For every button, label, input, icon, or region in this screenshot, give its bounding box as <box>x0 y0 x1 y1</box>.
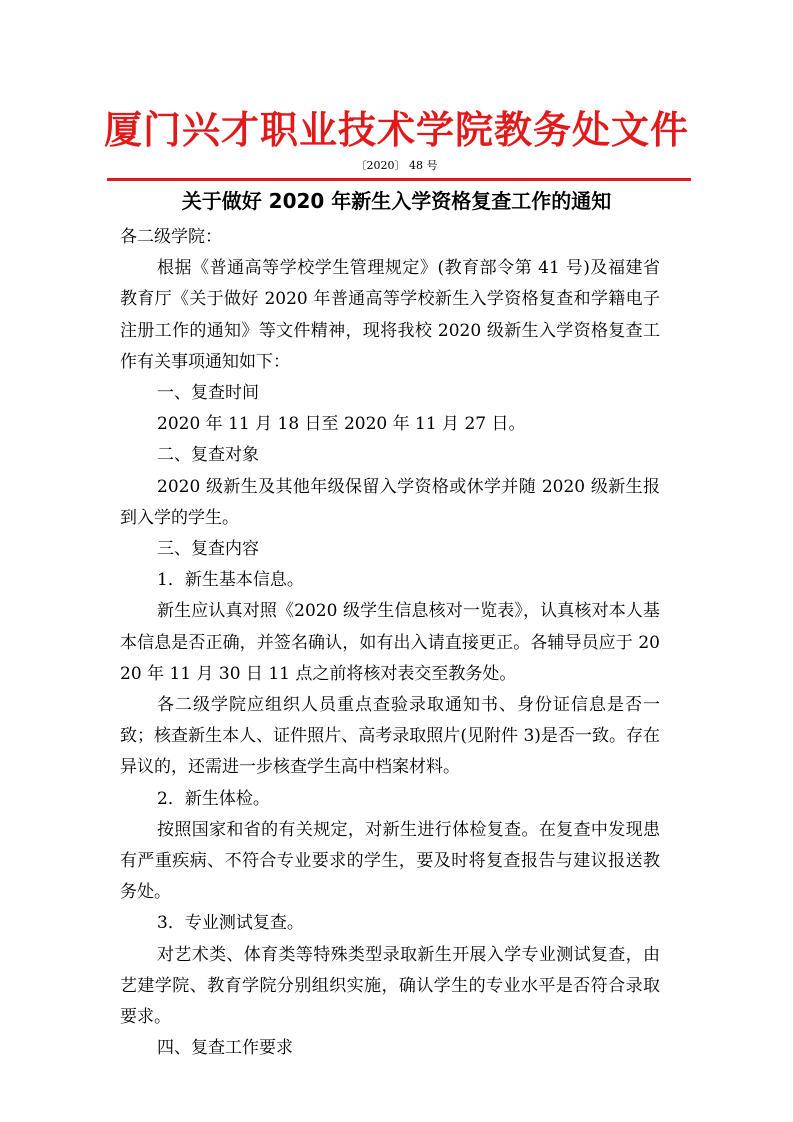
body-paragraph: 对艺术类、体育类等特殊类型录取新生开展入学专业测试复查，由艺建学院、教育学院分别组织实施，确认学生的专业水平是否符合录取要求。 <box>120 944 660 1028</box>
notice-title: 关于做好 2020 年新生入学资格复查工作的通知 <box>181 189 612 213</box>
salutation: 各二级学院： <box>120 227 222 247</box>
section-heading-target: 二、复查对象 <box>157 445 259 466</box>
body-paragraph: 各二级学院应组织人员重点查验录取通知书、身份证信息是否一致；核查新生本人、证件照片、高考录取照片(见附件 3)是否一致。存在异议的，还需进一步核查学生高中档案材料。 <box>120 695 660 778</box>
body-paragraph: 新生应认真对照《2020 级学生信息核对一览表》，认真核对本人基本信息是否正确，并签名确认，如有出入请直接更正。各辅导员应于 2020 年 11 月 30 日 11 点之前将核对表交至教务处。 <box>120 601 660 684</box>
body-paragraph: 根据《普通高等学校学生管理规定》(教育部令第 41 号)及福建省教育厅《关于做好 2020 年普通高等学校新生入学资格复查和学籍电子注册工作的通知》等文件精神，现将我校 2020 级新生入学资格复查工作有关事项通知如下： <box>120 258 660 372</box>
section-heading-time: 一、复查时间 <box>157 383 259 404</box>
subsection-heading: 2．新生体检。 <box>157 788 270 809</box>
body-paragraph: 2020 级新生及其他年级保留入学资格或休学并随 2020 级新生报到入学的学生。 <box>120 476 660 528</box>
subsection-heading: 1．新生基本信息。 <box>157 570 304 591</box>
red-divider-line <box>107 178 691 181</box>
section-heading-requirements: 四、复查工作要求 <box>157 1038 293 1059</box>
document-number: 〔2020〕 48 号 <box>355 159 438 172</box>
issuer-header-title: 厦门兴才职业技术学院教务处文件 <box>103 107 689 152</box>
section-heading-content: 三、复查内容 <box>157 539 259 560</box>
subsection-heading: 3．专业测试复查。 <box>157 913 304 934</box>
notice-body <box>120 222 660 1064</box>
body-paragraph: 2020 年 11 月 18 日至 2020 年 11 月 27 日。 <box>157 414 526 435</box>
body-paragraph: 按照国家和省的有关规定，对新生进行体检复查。在复查中发现患有严重疾病、不符合专业要求的学生，要及时将复查报告与建议报送教务处。 <box>120 819 660 903</box>
